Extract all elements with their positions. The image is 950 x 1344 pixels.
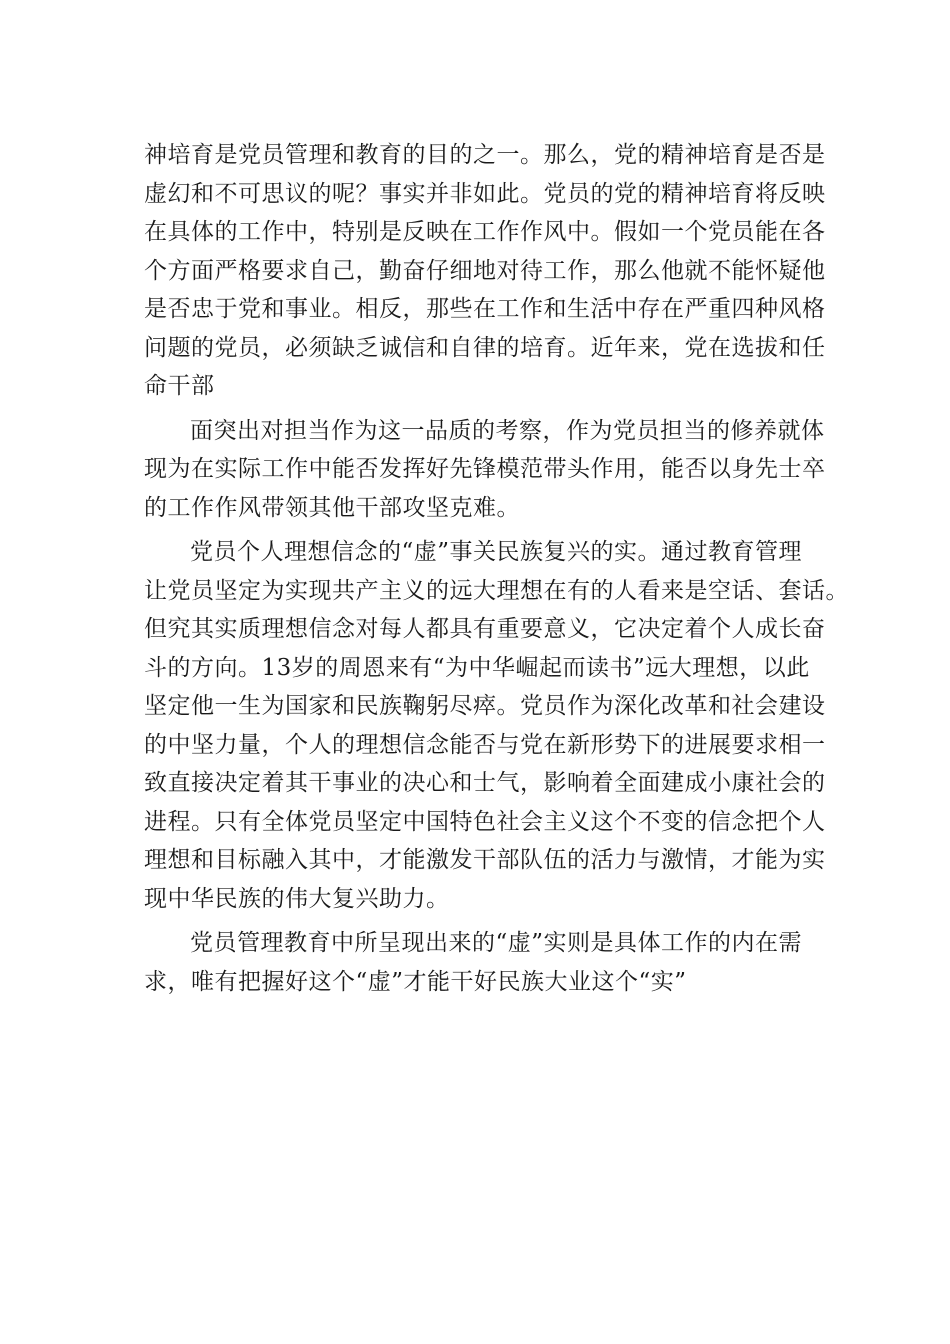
text-line: 神培育是党员管理和教育的目的之一。那么，党的精神培育是否是 [144, 142, 826, 168]
paragraph-1 [144, 136, 824, 406]
text-line: 让党员坚定为实现共产主义的远大理想在有的人看来是空话、套话。 [144, 577, 849, 604]
text-line: 的工作作风带领其他干部攻坚克难。 [144, 494, 520, 521]
text-line: 进程。只有全体党员坚定中国特色社会主义这个不变的信念把个人 [144, 808, 826, 835]
text-line: 现中华民族的伟大复兴助力。 [144, 885, 450, 912]
text-line: 面突出对担当作为这一品质的考察，作为党员担当的修养就体 [190, 417, 825, 444]
text-line: 理想和目标融入其中，才能激发干部队伍的活力与激情，才能为实 [144, 847, 826, 873]
text-line: 斗的方向。13岁的周恩来有“为中华崛起而读书”远大理想，以此 [144, 654, 810, 681]
text-line: 现为在实际工作中能否发挥好先锋模范带头作用，能否以身先士卒 [144, 456, 826, 482]
text-line: 命干部 [144, 373, 215, 399]
text-line: 是否忠于党和事业。相反，那些在工作和生活中存在严重四种风格 [144, 296, 826, 322]
text-line: 坚定他一生为国家和民族鞠躬尽瘁。党员作为深化改革和社会建设 [144, 693, 826, 719]
text-line: 虚幻和不可思议的呢？事实并非如此。党员的党的精神培育将反映 [144, 180, 826, 207]
text-line: 在具体的工作中，特别是反映在工作作风中。假如一个党员能在各 [144, 219, 826, 245]
text-line: 个方面严格要求自己，勤奋仔细地对待工作，那么他就不能怀疑他 [144, 257, 826, 284]
paragraph-2 [144, 412, 824, 528]
paragraph-3 [144, 533, 849, 918]
paragraph-4 [144, 924, 824, 1001]
text-line: 党员个人理想信念的“虚”事关民族复兴的实。通过教育管理 [190, 539, 803, 565]
document-body [144, 136, 849, 1001]
text-line: 但究其实质理想信念对每人都具有重要意义，它决定着个人成长奋 [144, 616, 826, 642]
text-line: 问题的党员，必须缺乏诚信和自律的培育。近年来，党在选拔和任 [144, 334, 826, 361]
text-line: 党员管理教育中所呈现出来的“虚”实则是具体工作的内在需 [190, 930, 803, 956]
text-line: 致直接决定着其干事业的决心和士气，影响着全面建成小康社会的 [144, 770, 826, 796]
text-line: 的中坚力量，个人的理想信念能否与党在新形势下的进展要求相一 [144, 731, 826, 758]
text-line: 求，唯有把握好这个“虚”才能干好民族大业这个“实” [144, 968, 687, 995]
